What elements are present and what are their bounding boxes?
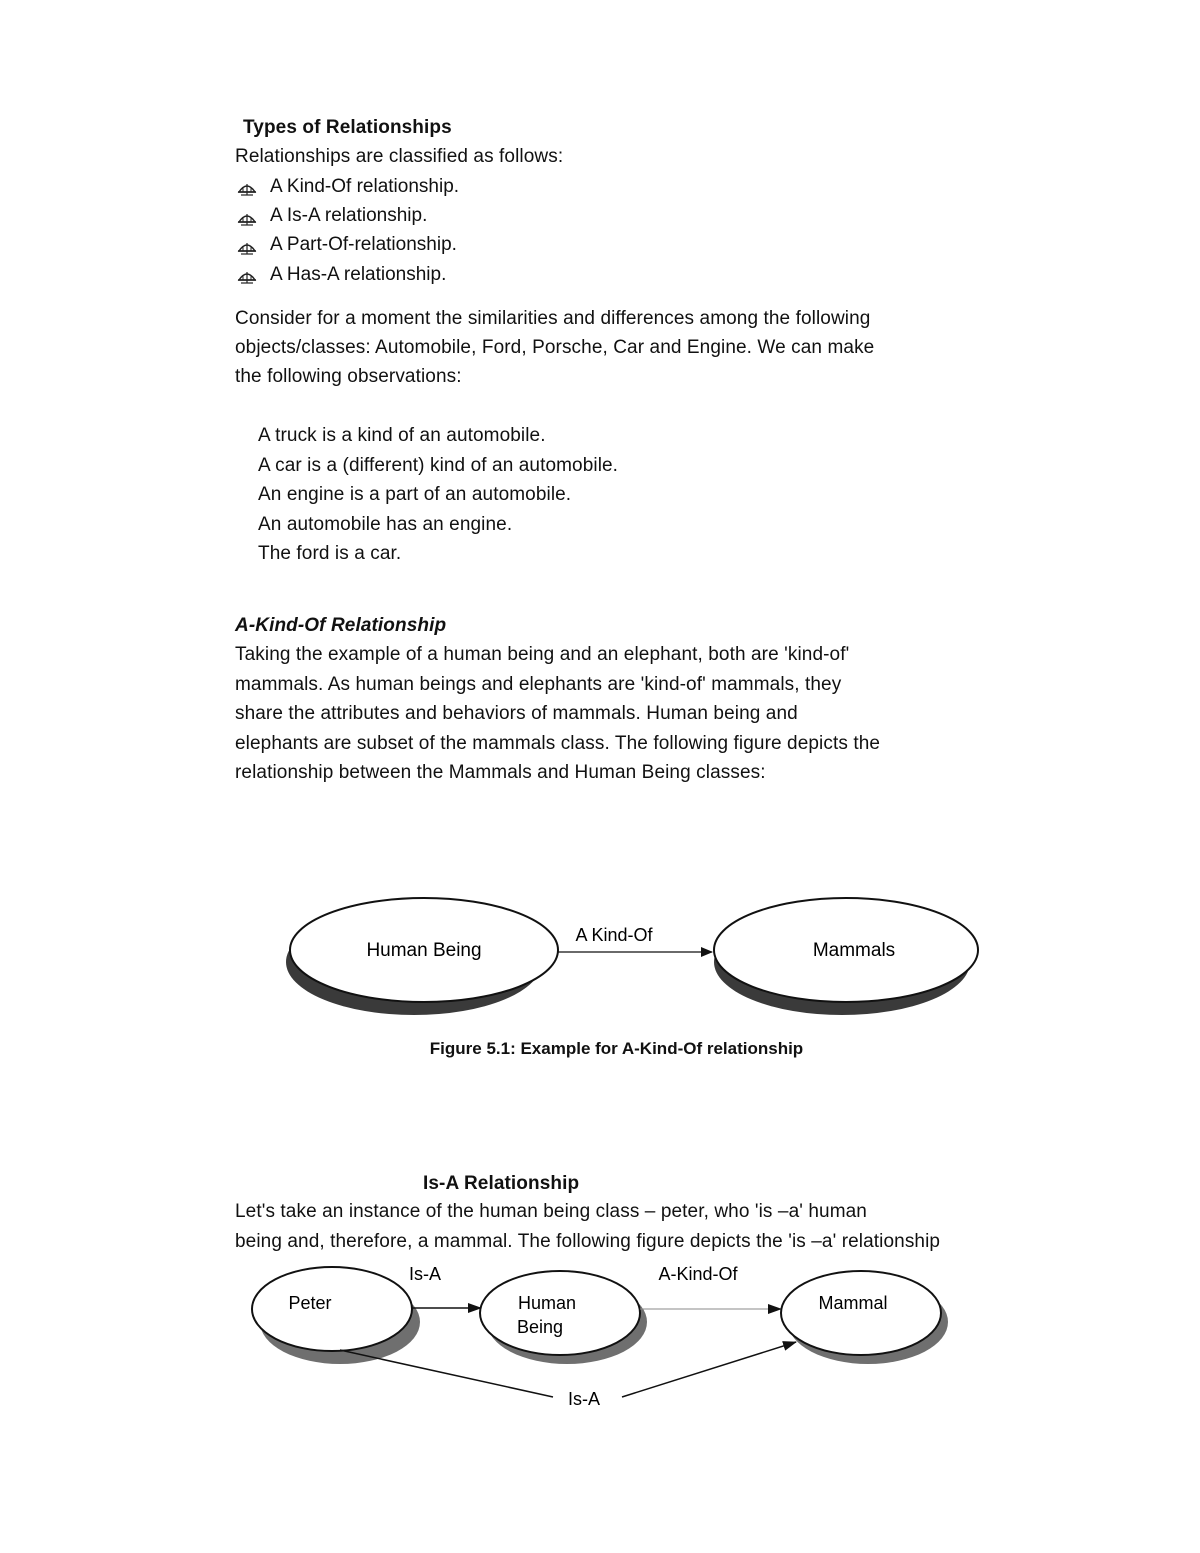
paragraph-line: Consider for a moment the similarities and differences among the following: [235, 308, 871, 329]
edge-peter-is-a-mammal-left: [340, 1350, 553, 1397]
paragraph-line: Let's take an instance of the human being class – peter, who 'is –a' human: [235, 1201, 867, 1222]
node-label-human: Human: [517, 1293, 577, 1313]
heading-a-kind-of-relationship: A-Kind-Of Relationship: [235, 615, 447, 636]
bullet-item: A Kind-Of relationship.: [270, 176, 460, 197]
node-human-being: [480, 1271, 640, 1355]
edge-label-is-a-top: Is-A: [408, 1264, 442, 1284]
heading-is-a-relationship: Is-A Relationship: [423, 1173, 580, 1194]
observation-line: An engine is a part of an automobile.: [258, 484, 572, 505]
bullet-item: A Part-Of-relationship.: [270, 234, 457, 255]
paragraph-line: objects/classes: Automobile, Ford, Porsche, Car and Engine. We can make: [235, 337, 875, 358]
heading-types-of-relationships: Types of Relationships: [243, 117, 452, 138]
edge-label-a-kind-of: A-Kind-Of: [658, 1264, 738, 1284]
observation-line: The ford is a car.: [258, 543, 402, 564]
observation-line: A car is a (different) kind of an automobile.: [258, 455, 619, 476]
observation-line: An automobile has an engine.: [258, 514, 513, 535]
paragraph-line: being and, therefore, a mammal. The following figure depicts the 'is –a' relationship: [235, 1231, 941, 1252]
bullet-item: A Is-A relationship.: [270, 205, 428, 226]
paragraph-line: Taking the example of a human being and an elephant, both are 'kind-of': [235, 644, 850, 665]
paragraph-line: mammals. As human beings and elephants are 'kind-of' mammals, they: [235, 674, 842, 695]
edge-peter-is-a-mammal-right: [622, 1342, 796, 1397]
node-label-mammals: Mammals: [812, 940, 896, 961]
node-label-human-being: Human Being: [366, 940, 482, 961]
paragraph-line: elephants are subset of the mammals class. The following figure depicts the: [235, 733, 881, 754]
node-label-being: Being: [516, 1317, 564, 1337]
intro-text: Relationships are classified as follows:: [235, 146, 564, 167]
edge-label-is-a-bottom: Is-A: [567, 1389, 601, 1409]
paragraph-line: share the attributes and behaviors of mammals. Human being and: [235, 703, 798, 724]
observation-line: A truck is a kind of an automobile.: [258, 425, 546, 446]
figure-caption: Figure 5.1: Example for A-Kind-Of relationship: [429, 1039, 804, 1058]
edge-label-a-kind-of: A Kind-Of: [575, 925, 653, 945]
node-peter: [252, 1267, 412, 1351]
paragraph-line: relationship between the Mammals and Human Being classes:: [235, 762, 766, 783]
node-label-mammal: Mammal: [818, 1293, 888, 1313]
bullet-item: A Has-A relationship.: [270, 264, 447, 285]
node-mammal: [781, 1271, 941, 1355]
paragraph-line: the following observations:: [235, 366, 462, 387]
node-label-peter: Peter: [288, 1293, 332, 1313]
